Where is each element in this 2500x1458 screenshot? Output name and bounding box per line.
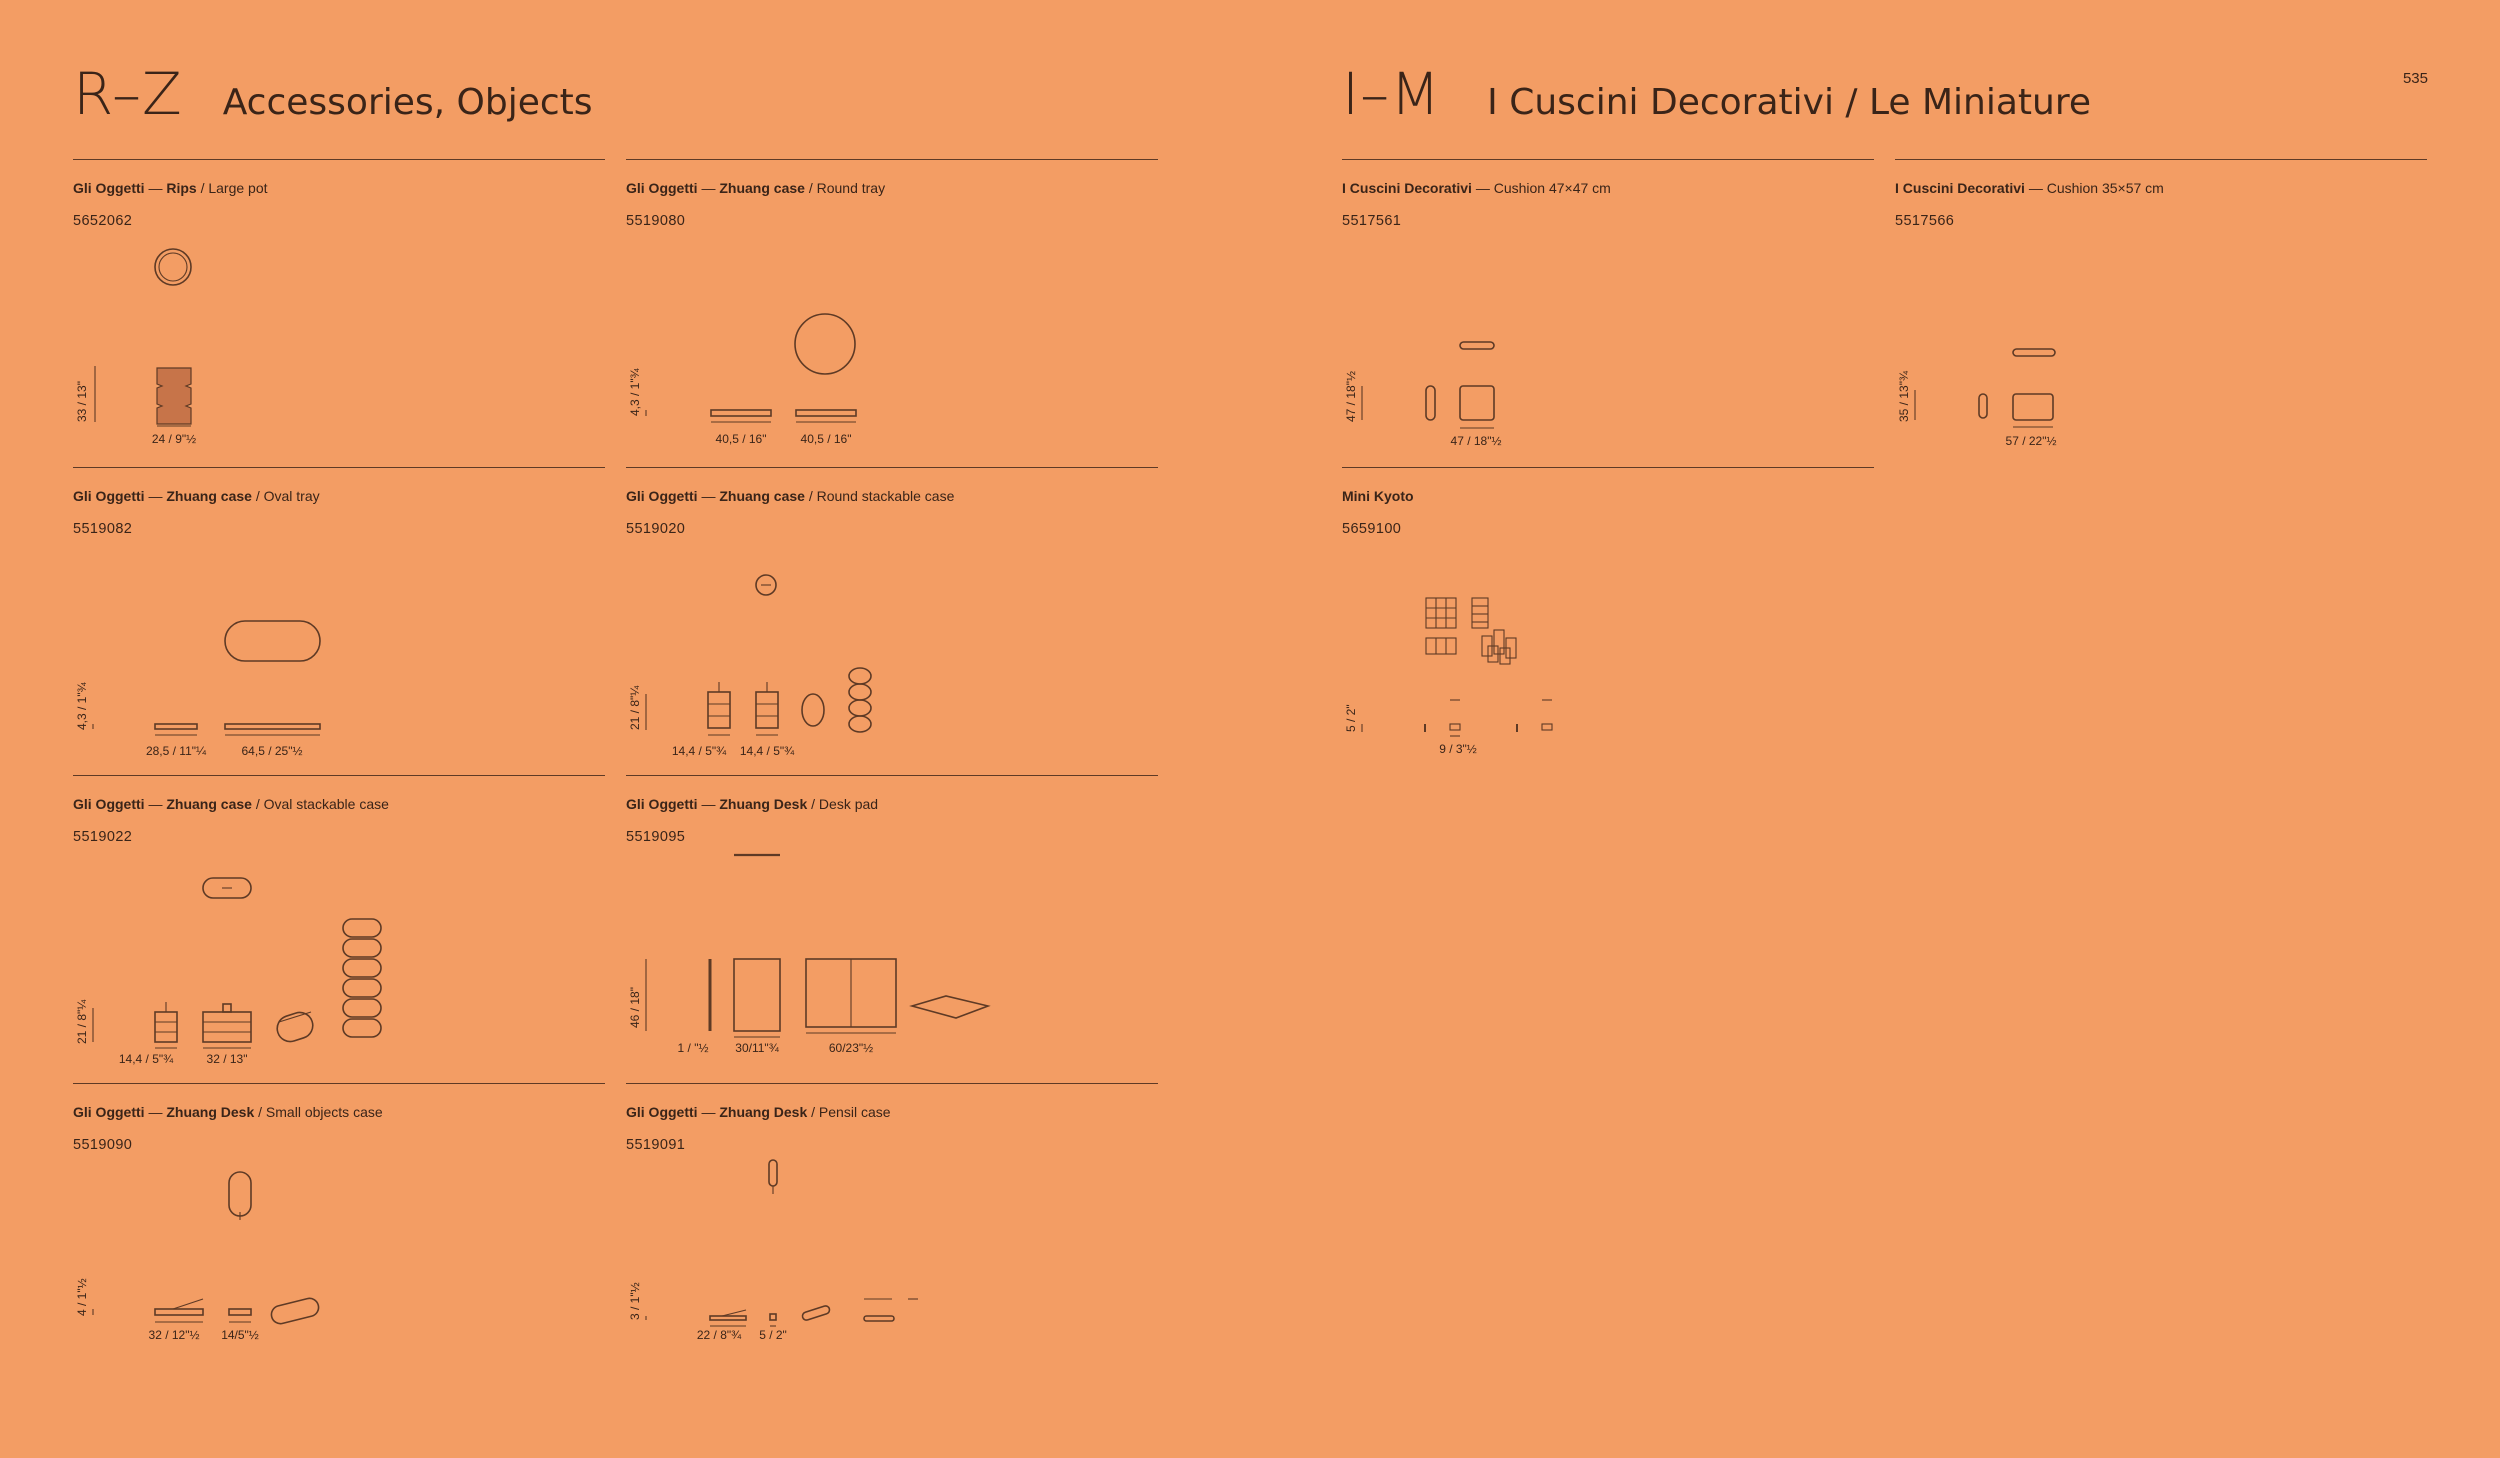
product-drawing bbox=[73, 1084, 605, 1392]
product-name: Oval tray bbox=[263, 488, 320, 504]
product-card-rips-large-pot bbox=[73, 159, 605, 467]
title-slash: / bbox=[811, 796, 819, 812]
height-dimension: 21 / 8"¼ bbox=[628, 685, 642, 730]
width-dimension: 60/23"½ bbox=[828, 1041, 874, 1055]
width-dimension: 57 / 22"½ bbox=[2005, 434, 2057, 448]
width-dimension: 9 / 3"½ bbox=[1439, 742, 1477, 756]
product-name: Desk pad bbox=[818, 796, 879, 812]
product-name: Round tray bbox=[816, 180, 886, 196]
product-name: Oval stackable case bbox=[263, 796, 389, 812]
section-header bbox=[73, 60, 593, 128]
product-card-round-stackable-case bbox=[626, 467, 1158, 775]
product-drawing bbox=[73, 776, 605, 1084]
product-code: 5519082 bbox=[73, 521, 133, 537]
product-card-cushion-35x57 bbox=[1895, 159, 2427, 467]
title-separator: — bbox=[701, 488, 720, 504]
brand-name: Gli Oggetti bbox=[626, 1104, 698, 1120]
product-card-pensil-case bbox=[626, 1083, 1158, 1391]
product-code: 5652062 bbox=[73, 213, 133, 229]
product-code: 5519090 bbox=[73, 1137, 133, 1153]
title-separator: — bbox=[2028, 180, 2047, 196]
collection-name: Zhuang case bbox=[719, 180, 805, 196]
collection-name: Rips bbox=[166, 180, 197, 196]
width-dimension: 28,5 / 11"¼ bbox=[145, 744, 207, 758]
width-dimension: 14/5"½ bbox=[221, 1328, 259, 1342]
product-code: 5517561 bbox=[1342, 213, 1402, 229]
section-title: I Cuscini Decorativi / Le Miniature bbox=[1487, 82, 2092, 123]
product-name: Cushion 47×47 cm bbox=[1493, 180, 1611, 196]
section-code: R–Z bbox=[73, 60, 183, 128]
product-card-oval-stackable-case bbox=[73, 775, 605, 1083]
height-dimension: 21 / 8"¼ bbox=[75, 999, 89, 1044]
title-separator: — bbox=[148, 180, 167, 196]
page-number: 535 bbox=[2402, 70, 2428, 87]
height-dimension: 33 / 13" bbox=[75, 381, 89, 422]
brand-name: Gli Oggetti bbox=[626, 796, 698, 812]
width-dimension: 14,4 / 5"¾ bbox=[118, 1052, 174, 1066]
collection-name: I Cuscini Decorativi bbox=[1895, 180, 2025, 196]
product-code: 5519095 bbox=[626, 829, 686, 845]
product-code: 5659100 bbox=[1342, 521, 1402, 537]
section-code: I–M bbox=[1342, 60, 1442, 128]
product-name: Round stackable case bbox=[816, 488, 955, 504]
height-dimension: 3 / 1"½ bbox=[628, 1282, 642, 1320]
collection-name: Mini Kyoto bbox=[1342, 488, 1414, 504]
product-drawing bbox=[73, 468, 605, 776]
product-name: Large pot bbox=[208, 180, 268, 196]
product-grid bbox=[73, 159, 1158, 1389]
width-dimension: 47 / 18"½ bbox=[1450, 434, 1502, 448]
title-separator: — bbox=[148, 796, 167, 812]
width-dimension: 32 / 13" bbox=[206, 1052, 248, 1066]
width-dimension: 64,5 / 25"½ bbox=[241, 744, 303, 758]
product-drawing bbox=[1342, 468, 1874, 776]
height-dimension: 4,3 / 1"¾ bbox=[75, 682, 89, 730]
section-title: Accessories, Objects bbox=[222, 82, 593, 123]
kyoto-cluster bbox=[1482, 630, 1516, 664]
collection-name: I Cuscini Decorativi bbox=[1342, 180, 1472, 196]
collection-name: Zhuang case bbox=[166, 488, 252, 504]
height-dimension: 47 / 18"½ bbox=[1344, 371, 1358, 422]
product-code: 5519091 bbox=[626, 1137, 686, 1153]
title-slash: / bbox=[811, 1104, 819, 1120]
product-code: 5519020 bbox=[626, 521, 686, 537]
product-card-cushion-47x47 bbox=[1342, 159, 1874, 467]
product-drawing bbox=[1895, 160, 2427, 468]
height-dimension: 35 / 13"¾ bbox=[1897, 371, 1911, 422]
product-drawing bbox=[626, 160, 1158, 468]
collection-name: Zhuang case bbox=[166, 796, 252, 812]
height-dimension: 46 / 18" bbox=[628, 987, 642, 1028]
title-separator: — bbox=[1475, 180, 1494, 196]
product-drawing bbox=[1342, 160, 1874, 468]
brand-name: Gli Oggetti bbox=[626, 488, 698, 504]
product-card-oval-tray bbox=[73, 467, 605, 775]
height-dimension: 4,3 / 1"¾ bbox=[628, 368, 642, 416]
right-page bbox=[1250, 0, 2500, 1458]
product-drawing bbox=[626, 1084, 1158, 1392]
width-dimension: 14,4 / 5"¾ bbox=[739, 744, 795, 758]
brand-name: Gli Oggetti bbox=[626, 180, 698, 196]
collection-name: Zhuang Desk bbox=[719, 796, 808, 812]
product-code: 5517566 bbox=[1895, 213, 1955, 229]
title-slash: / bbox=[200, 180, 209, 196]
title-slash: / bbox=[808, 488, 817, 504]
brand-name: Gli Oggetti bbox=[73, 180, 145, 196]
product-drawing bbox=[626, 776, 1158, 1084]
brand-name: Gli Oggetti bbox=[73, 1104, 145, 1120]
width-dimension: 40,5 / 16" bbox=[800, 432, 852, 446]
brand-name: Gli Oggetti bbox=[73, 796, 145, 812]
title-slash: / bbox=[258, 1104, 266, 1120]
title-slash: / bbox=[255, 796, 264, 812]
product-code: 5519022 bbox=[73, 829, 133, 845]
product-name: Cushion 35×57 cm bbox=[2046, 180, 2164, 196]
height-dimension: 5 / 2" bbox=[1344, 704, 1358, 732]
product-name: Small objects case bbox=[265, 1104, 383, 1120]
width-dimension: 32 / 12"½ bbox=[148, 1328, 200, 1342]
title-separator: — bbox=[148, 1104, 167, 1120]
height-dimension: 4 / 1"½ bbox=[75, 1278, 89, 1316]
product-code: 5519080 bbox=[626, 213, 686, 229]
title-separator: — bbox=[701, 1104, 720, 1120]
product-card-desk-pad bbox=[626, 775, 1158, 1083]
product-card-round-tray bbox=[626, 159, 1158, 467]
product-card-small-objects-case bbox=[73, 1083, 605, 1391]
product-card-mini-kyoto bbox=[1342, 467, 1874, 775]
width-dimension: 1 / "½ bbox=[677, 1041, 709, 1055]
section-header bbox=[1342, 60, 2091, 128]
product-grid bbox=[1342, 159, 2427, 1389]
product-drawing bbox=[73, 160, 605, 468]
width-dimension: 24 / 9"½ bbox=[151, 432, 197, 446]
width-dimension: 14,4 / 5"¾ bbox=[671, 744, 727, 758]
width-dimension: 22 / 8"¾ bbox=[696, 1328, 742, 1342]
product-name: Pensil case bbox=[818, 1104, 891, 1120]
title-separator: — bbox=[701, 796, 720, 812]
title-separator: — bbox=[148, 488, 167, 504]
collection-name: Zhuang Desk bbox=[719, 1104, 808, 1120]
width-dimension: 40,5 / 16" bbox=[715, 432, 767, 446]
title-slash: / bbox=[255, 488, 264, 504]
title-separator: — bbox=[701, 180, 720, 196]
collection-name: Zhuang case bbox=[719, 488, 805, 504]
product-drawing bbox=[626, 468, 1158, 776]
collection-name: Zhuang Desk bbox=[166, 1104, 255, 1120]
brand-name: Gli Oggetti bbox=[73, 488, 145, 504]
width-dimension: 5 / 2" bbox=[759, 1328, 787, 1342]
width-dimension: 30/11"¾ bbox=[735, 1041, 779, 1055]
title-slash: / bbox=[808, 180, 817, 196]
